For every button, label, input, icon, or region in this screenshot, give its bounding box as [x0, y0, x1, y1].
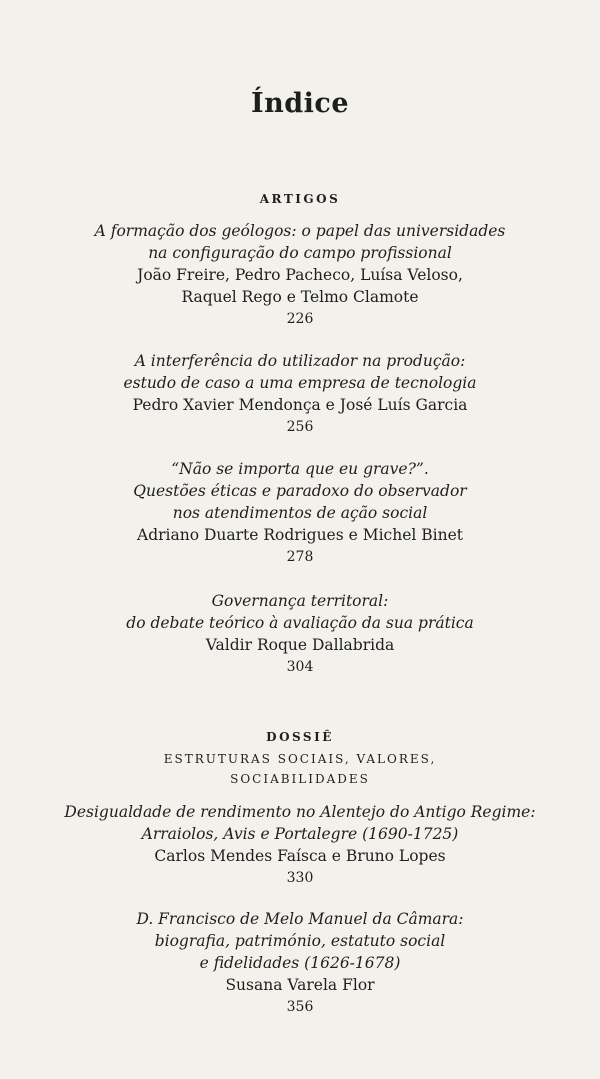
entry-author-line: Raquel Rego e Telmo Clamote	[181, 288, 419, 306]
entry-author-line: João Freire, Pedro Pacheco, Luísa Veloso,	[137, 266, 463, 284]
entry-title-line: na configuração do campo profissional	[148, 244, 452, 262]
entry-title-line: Governança territoral:	[211, 592, 389, 610]
entry-author-line: Carlos Mendes Faísca e Bruno Lopes	[154, 847, 446, 865]
entry-title-line: D. Francisco de Melo Manuel da Câmara:	[136, 910, 464, 928]
entry-author-line: Pedro Xavier Mendonça e José Luís Garcia	[132, 396, 468, 414]
entry-title-line: estudo de caso a uma empresa de tecnologia	[123, 374, 477, 392]
entry-title-line: Desigualdade de rendimento no Alentejo do Antigo Regime:	[64, 803, 536, 821]
entry-page-number: 356	[286, 999, 314, 1015]
entry-title-line: do debate teórico à avaliação da sua prática	[126, 614, 474, 632]
toc-entry[interactable]	[0, 908, 600, 1018]
entry-page-number: 330	[286, 870, 314, 886]
entry-title-line: A formação dos geólogos: o papel das universidades	[94, 222, 506, 240]
entry-title-line: “Não se importa que eu grave?”.	[171, 460, 429, 478]
entry-page-number: 278	[286, 549, 314, 565]
entry-page-number: 256	[286, 419, 314, 435]
section-heading-dossie: DOSSIÊ	[266, 730, 334, 744]
toc-entry[interactable]	[0, 458, 600, 568]
entry-author-line: Valdir Roque Dallabrida	[205, 636, 395, 654]
toc-entry[interactable]	[0, 801, 600, 889]
entry-title-line: Questões éticas e paradoxo do observador	[133, 482, 467, 500]
entry-author-line: Susana Varela Flor	[225, 976, 375, 994]
entry-title-line: nos atendimentos de ação social	[172, 504, 428, 522]
section-subheading: SOCIABILIDADES	[230, 772, 370, 786]
toc-entry[interactable]	[0, 590, 600, 678]
entry-title-line: Arraiolos, Avis e Portalegre (1690-1725)	[141, 825, 459, 843]
entry-page-number: 226	[286, 311, 314, 327]
section-subheading: ESTRUTURAS SOCIAIS, VALORES,	[163, 752, 437, 766]
page-title: Índice	[250, 88, 349, 119]
entry-title-line: biografia, património, estatuto social	[154, 932, 446, 950]
entry-page-number: 304	[286, 659, 314, 675]
entry-author-line: Adriano Duarte Rodrigues e Michel Binet	[137, 526, 463, 544]
section-heading-artigos: ARTIGOS	[259, 192, 341, 206]
toc-entry[interactable]	[0, 220, 600, 330]
entry-title-line: A interferência do utilizador na produção:	[134, 352, 466, 370]
entry-title-line: e fidelidades (1626-1678)	[199, 954, 401, 972]
toc-entry[interactable]	[0, 350, 600, 438]
